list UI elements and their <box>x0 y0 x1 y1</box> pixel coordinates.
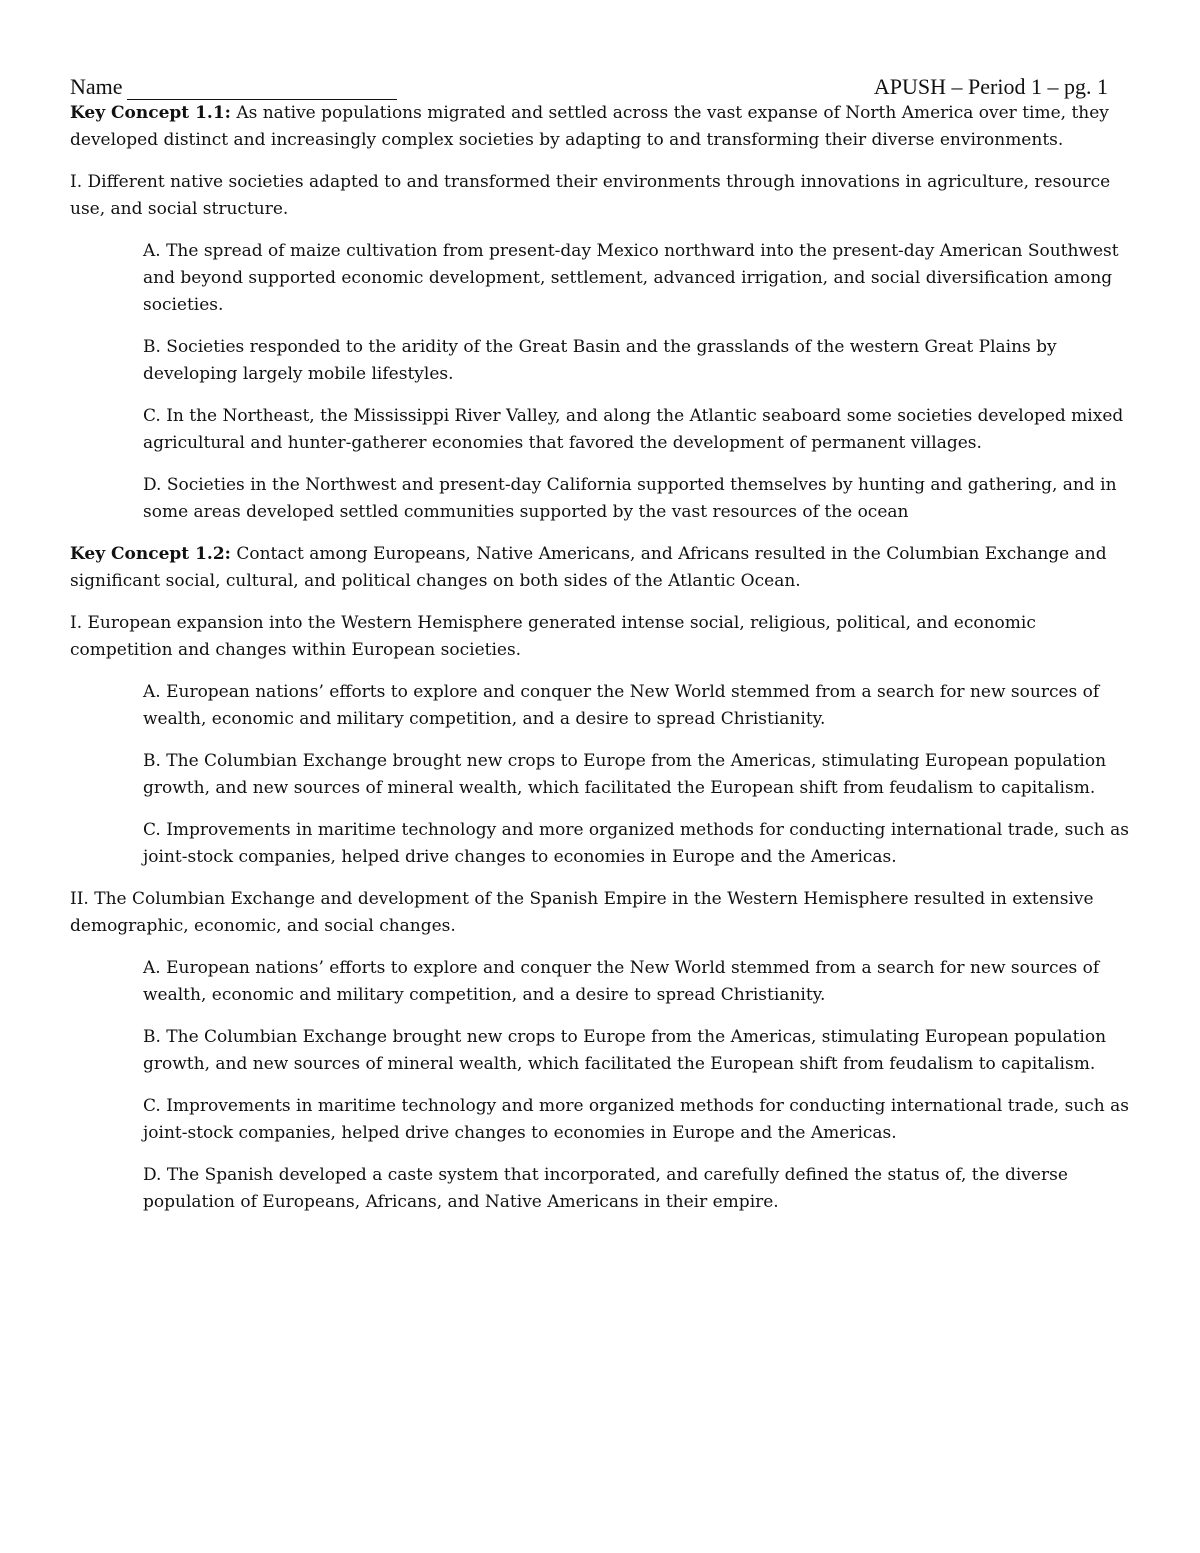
list-item: D. The Spanish developed a caste system that incorporated, and carefully defined the status of, the diverse population of Europeans, Africans, and Native Americans in their empire. <box>143 1165 1068 1212</box>
list-item: C. In the Northeast, the Mississippi River Valley, and along the Atlantic seaboard some societies developed mixed agricultural and hunter-gatherer economies that favored the development of permanent villages. <box>143 406 1124 453</box>
list-item: B. The Columbian Exchange brought new crops to Europe from the Americas, stimulating European population growth, and new sources of mineral wealth, which facilitated the European shift from feudalism to capitalism. <box>143 1027 1107 1074</box>
key-concept-1-1 <box>70 100 1130 154</box>
section-1-1-I: I. Different native societies adapted to and transformed their environments through innovations in agriculture, resource use, and social structure. <box>70 172 1111 219</box>
list-item: C. Improvements in maritime technology and more organized methods for conducting international trade, such as joint-stock companies, helped drive changes to economies in Europe and the Americas. <box>143 1096 1129 1143</box>
section-1-2-I: I. European expansion into the Western Hemisphere generated intense social, religious, political, and economic competition and changes within European societies. <box>70 613 1036 660</box>
document-page <box>70 70 1130 1231</box>
key-concept-1-1-label: Key Concept 1.1: <box>70 103 231 123</box>
list-item: C. Improvements in maritime technology and more organized methods for conducting international trade, such as joint-stock companies, helped drive changes to economies in Europe and the Americas. <box>143 820 1129 867</box>
key-concept-1-1-text: As native populations migrated and settled across the vast expanse of North America over time, they developed distinct and increasingly complex societies by adapting to and transforming their diverse environments. <box>70 103 1109 150</box>
name-label: Name <box>70 74 123 99</box>
key-concept-1-2-text: Contact among Europeans, Native Americans, and Africans resulted in the Columbian Exchange and significant social, cultural, and political changes on both sides of the Atlantic Ocean. <box>70 544 1107 591</box>
list-item: A. European nations’ efforts to explore and conquer the New World stemmed from a search for new sources of wealth, economic and military competition, and a desire to spread Christianity. <box>143 682 1100 729</box>
page-label: APUSH – Period 1 – pg. 1 <box>873 74 1108 99</box>
list-item: B. The Columbian Exchange brought new crops to Europe from the Americas, stimulating European population growth, and new sources of mineral wealth, which facilitated the European shift from feudalism to capitalism. <box>143 751 1107 798</box>
page-header <box>70 70 1130 100</box>
list-item: D. Societies in the Northwest and present-day California supported themselves by hunting and gathering, and in some areas developed settled communities supported by the vast resources of the ocean <box>143 475 1117 522</box>
section-1-2-II: II. The Columbian Exchange and development of the Spanish Empire in the Western Hemisphere resulted in extensive demographic, economic, and social changes. <box>70 889 1094 936</box>
name-field <box>70 74 397 100</box>
list-item: A. The spread of maize cultivation from present-day Mexico northward into the present-day American Southwest and beyond supported economic development, settlement, advanced irrigation, and social diversification among societies. <box>143 241 1119 315</box>
name-blank-line <box>127 79 397 100</box>
list-item: A. European nations’ efforts to explore and conquer the New World stemmed from a search for new sources of wealth, economic and military competition, and a desire to spread Christianity. <box>143 958 1100 1005</box>
key-concept-1-2 <box>70 541 1130 595</box>
key-concept-1-2-label: Key Concept 1.2: <box>70 544 231 564</box>
list-item: B. Societies responded to the aridity of the Great Basin and the grasslands of the western Great Plains by developing largely mobile lifestyles. <box>143 337 1057 384</box>
